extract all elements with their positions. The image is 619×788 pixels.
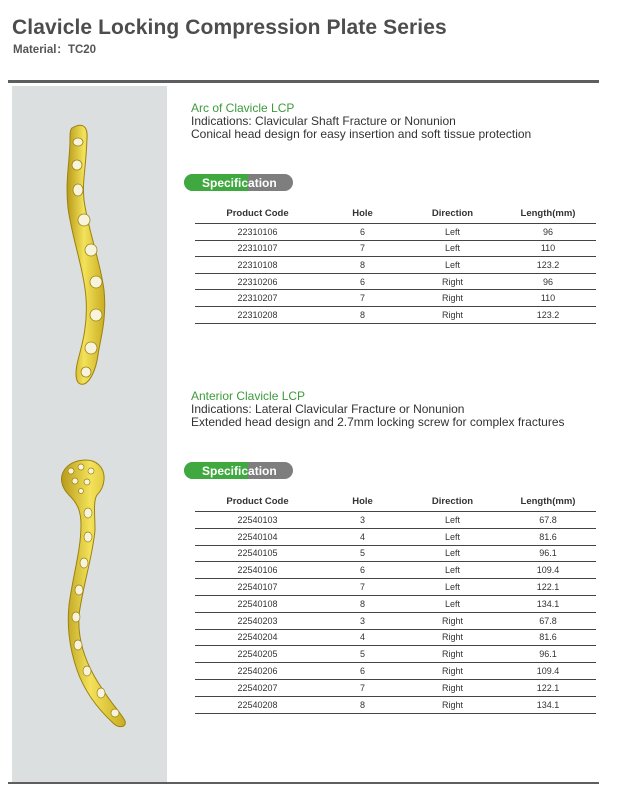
cell-product-code: 22540106 (195, 562, 320, 579)
cell-product-code: 22310106 (195, 224, 320, 241)
cell-length: 96.1 (500, 646, 596, 663)
cell-hole: 7 (320, 679, 405, 696)
table-header-row (195, 491, 596, 512)
table-row (195, 629, 596, 646)
cell-product-code: 22540103 (195, 512, 320, 529)
col-header-product-code: Product Code (195, 491, 320, 512)
spec-label-part1: Speci (202, 464, 235, 478)
spec-label-part2: fication (234, 176, 277, 190)
cell-hole: 3 (320, 512, 405, 529)
cell-direction: Right (405, 306, 500, 323)
table-row (195, 528, 596, 545)
cell-product-code: 22540206 (195, 663, 320, 680)
cell-hole: 6 (320, 224, 405, 241)
cell-product-code: 22540207 (195, 679, 320, 696)
cell-length: 122.1 (500, 579, 596, 596)
cell-direction: Left (405, 528, 500, 545)
section-indications: Indications: Lateral Clavicular Fracture or Nonunion (191, 402, 465, 416)
cell-hole: 7 (320, 290, 405, 307)
section-anterior-clavicle (191, 389, 601, 710)
cell-hole: 8 (320, 696, 405, 713)
cell-length: 134.1 (500, 696, 596, 713)
section-title: Anterior Clavicle LCP (191, 389, 306, 403)
table-body (195, 224, 596, 324)
page-title: Clavicle Locking Compression Plate Series (12, 16, 447, 39)
spec-table (195, 203, 596, 324)
cell-direction: Right (405, 679, 500, 696)
cell-length: 122.1 (500, 679, 596, 696)
cell-direction: Left (405, 545, 500, 562)
cell-direction: Right (405, 290, 500, 307)
table-row (195, 290, 596, 307)
cell-hole: 6 (320, 273, 405, 290)
cell-hole: 8 (320, 257, 405, 274)
cell-hole: 7 (320, 240, 405, 257)
cell-hole: 8 (320, 306, 405, 323)
col-header-hole: Hole (320, 203, 405, 224)
arc-clavicle-plate-image (60, 120, 130, 390)
col-header-hole: Hole (320, 491, 405, 512)
col-header-length: Length(mm) (500, 491, 596, 512)
cell-length: 67.8 (500, 612, 596, 629)
cell-hole: 8 (320, 595, 405, 612)
section-title: Arc of Clavicle LCP (191, 101, 295, 115)
cell-length: 109.4 (500, 663, 596, 680)
col-header-length: Length(mm) (500, 203, 596, 224)
cell-product-code: 22540205 (195, 646, 320, 663)
cell-direction: Left (405, 224, 500, 241)
cell-hole: 3 (320, 612, 405, 629)
col-header-product-code: Product Code (195, 203, 320, 224)
cell-product-code: 22310208 (195, 306, 320, 323)
bottom-divider (8, 782, 599, 784)
table-row (195, 579, 596, 596)
anterior-clavicle-plate-image (55, 455, 140, 730)
specification-badge (184, 174, 293, 191)
table-row (195, 696, 596, 713)
cell-hole: 6 (320, 663, 405, 680)
cell-product-code: 22540107 (195, 579, 320, 596)
cell-length: 110 (500, 290, 596, 307)
cell-hole: 5 (320, 646, 405, 663)
col-header-direction: Direction (405, 491, 500, 512)
cell-length: 134.1 (500, 595, 596, 612)
cell-length: 123.2 (500, 257, 596, 274)
table-row (195, 240, 596, 257)
cell-hole: 5 (320, 545, 405, 562)
cell-hole: 4 (320, 528, 405, 545)
specification-badge (184, 462, 293, 479)
cell-product-code: 22310107 (195, 240, 320, 257)
cell-length: 67.8 (500, 512, 596, 529)
cell-product-code: 22540203 (195, 612, 320, 629)
cell-product-code: 22310108 (195, 257, 320, 274)
table-row (195, 679, 596, 696)
cell-hole: 4 (320, 629, 405, 646)
cell-direction: Left (405, 579, 500, 596)
table-body (195, 512, 596, 714)
cell-direction: Left (405, 562, 500, 579)
cell-product-code: 22540208 (195, 696, 320, 713)
cell-product-code: 22540204 (195, 629, 320, 646)
cell-direction: Right (405, 696, 500, 713)
top-divider (8, 80, 599, 83)
cell-product-code: 22540105 (195, 545, 320, 562)
cell-direction: Right (405, 273, 500, 290)
cell-product-code: 22540108 (195, 595, 320, 612)
cell-direction: Left (405, 512, 500, 529)
col-header-direction: Direction (405, 203, 500, 224)
section-arc-clavicle (191, 101, 601, 320)
table-row (195, 545, 596, 562)
table-row (195, 595, 596, 612)
cell-length: 110 (500, 240, 596, 257)
table-row (195, 512, 596, 529)
section-description: Extended head design and 2.7mm locking screw for complex fractures (191, 415, 565, 429)
cell-length: 81.6 (500, 528, 596, 545)
cell-length: 123.2 (500, 306, 596, 323)
section-description: Conical head design for easy insertion and soft tissue protection (191, 127, 532, 141)
spec-label-part2: fication (234, 464, 277, 478)
table-row (195, 562, 596, 579)
cell-product-code: 22310207 (195, 290, 320, 307)
spec-label-part1: Speci (202, 176, 235, 190)
table-row (195, 257, 596, 274)
table-row (195, 612, 596, 629)
cell-product-code: 22540104 (195, 528, 320, 545)
table-row (195, 663, 596, 680)
table-row (195, 224, 596, 241)
cell-product-code: 22310206 (195, 273, 320, 290)
cell-hole: 7 (320, 579, 405, 596)
cell-direction: Left (405, 240, 500, 257)
cell-length: 96.1 (500, 545, 596, 562)
cell-length: 96 (500, 224, 596, 241)
table-row (195, 306, 596, 323)
cell-direction: Right (405, 629, 500, 646)
table-header-row (195, 203, 596, 224)
section-indications: Indications: Clavicular Shaft Fracture or Nonunion (191, 114, 456, 128)
cell-length: 109.4 (500, 562, 596, 579)
cell-hole: 6 (320, 562, 405, 579)
table-row (195, 273, 596, 290)
cell-direction: Right (405, 612, 500, 629)
table-row (195, 646, 596, 663)
cell-direction: Right (405, 663, 500, 680)
cell-length: 81.6 (500, 629, 596, 646)
cell-length: 96 (500, 273, 596, 290)
material-label: Material：TC20 (13, 44, 97, 56)
cell-direction: Right (405, 646, 500, 663)
cell-direction: Left (405, 595, 500, 612)
spec-table (195, 491, 596, 714)
cell-direction: Left (405, 257, 500, 274)
